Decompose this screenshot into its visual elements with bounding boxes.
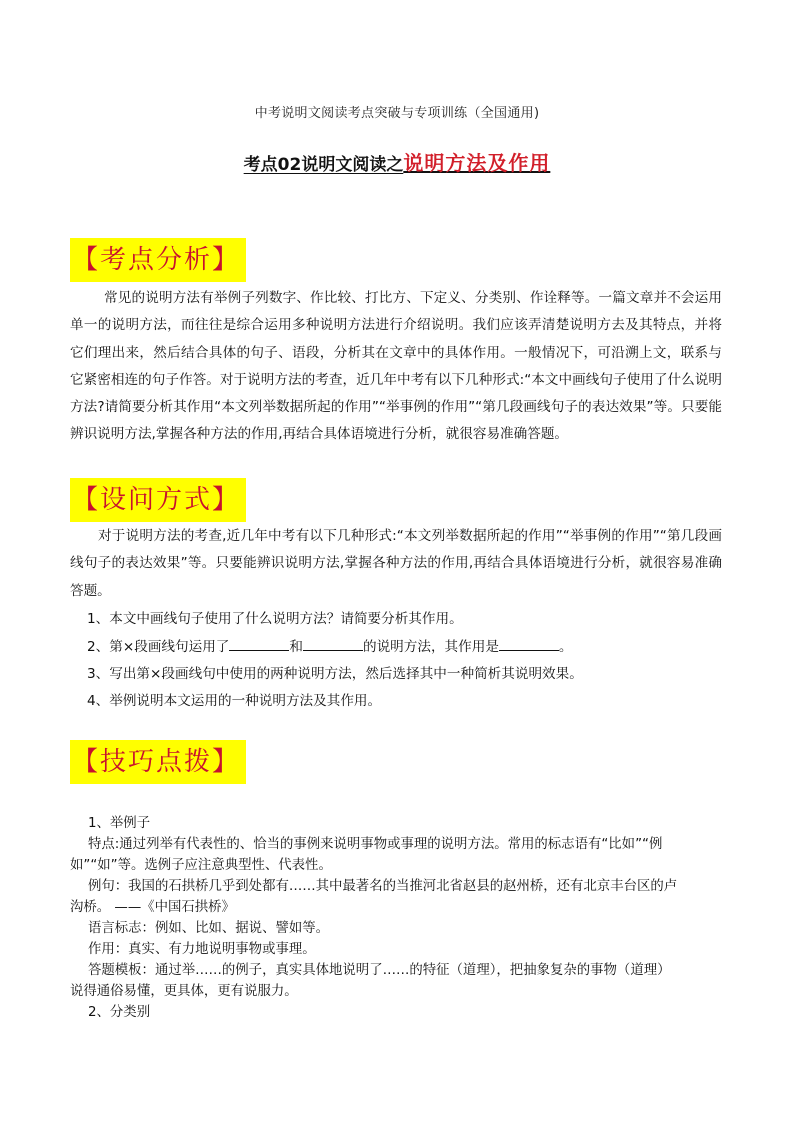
tips-line-9: 说得通俗易懂，更具体，更有说服力。 xyxy=(70,984,298,999)
tips-line-6: 语言标志：例如、比如、据说、譬如等。 xyxy=(88,921,330,936)
tips-line-7: 作用：真实、有力地说明事物或事理。 xyxy=(88,942,316,957)
analysis-body: 常见的说明方法有举例子列数字、作比较、打比方、下定义、分类别、作诠释等。一篇文章并不会运用单一的说明方法，而往往是综合运用多种说明方法进行介绍说明。我们应该弄清楚说明方去及其特点，并将它们理出来，然后结合具体的句子、语段，分析其在文章中的具体作用。一般情况下，可沿溯上文，联系与它紧密相连的句子作答。对于说明方法的考查，近几年中考有以下几种形式:“本文中画线句子使用了什么说明方法?请简要分析其作用“本文列举数据所起的作用”“举事例的作用”“第几段画线句子的表达效果”等。只要能辨识说明方法,掌握各种方法的作用,再结合具体语境进行分析，就很容易准确答题。 xyxy=(70,290,722,443)
page-title xyxy=(0,147,794,176)
tips-line-3: 如”“如”等。选例子应注意典型性、代表性。 xyxy=(70,858,332,873)
document-header: 中考说明文阅读考点突破与专项训练（全国通用) xyxy=(254,106,540,121)
tips-line-8: 答题模板：通过举……的例子，真实具体地说明了……的特征（道理），把抽象复杂的事物（道理） xyxy=(88,963,671,978)
answer-blank-1 xyxy=(229,637,289,651)
q2-part-c: 的说明方法，其作用是 xyxy=(362,639,499,655)
tips-line-2: 特点:通过列举有代表性的、恰当的事例来说明事物或事理的说明方法。常用的标志语有“比如”“例 xyxy=(88,837,663,852)
answer-blank-2 xyxy=(303,637,363,651)
q2-part-b: 和 xyxy=(289,639,303,655)
question-body: 对于说明方法的考查,近几年中考有以下几种形式:“本文列举数据所起的作用”“举事例的作用”“第几段画线句子的表达效果”等。只要能辨识说明方法,掌握各种方法的作用,再结合具体语境进行分析，就很容易准确答题。 xyxy=(70,528,722,599)
question-item-1: 1、本文中画线句子使用了什么说明方法？请简要分析其作用。 xyxy=(87,611,463,627)
tips-line-4: 例句：我国的石拱桥几乎到处都有……其中最著名的当推河北省赵县的赵州桥，还有北京丰台区的卢 xyxy=(88,879,678,894)
question-heading: 【设问方式】 xyxy=(70,478,246,522)
answer-blank-3 xyxy=(499,637,559,651)
tips-line-10: 2、分类别 xyxy=(88,1005,151,1020)
tips-heading: 【技巧点拨】 xyxy=(70,740,246,784)
q2-part-d: 。 xyxy=(558,639,573,655)
analysis-heading: 【考点分析】 xyxy=(70,238,246,282)
question-item-4: 4、举例说明本文运用的一种说明方法及其作用。 xyxy=(87,693,382,709)
question-item-3: 3、写出第×段画线句中使用的两种说明方法，然后选择其中一种简析其说明效果。 xyxy=(87,666,583,682)
tips-line-5: 沟桥。 ——《中国石拱桥》 xyxy=(70,900,235,915)
title-highlight: 说明方法及作用 xyxy=(403,151,551,175)
tips-line-1: 1、举例子 xyxy=(88,816,151,831)
q2-part-a: 2、第×段画线句运用了 xyxy=(87,639,230,655)
title-prefix: 考点02说明文阅读之 xyxy=(243,155,404,175)
question-item-2 xyxy=(87,635,573,655)
